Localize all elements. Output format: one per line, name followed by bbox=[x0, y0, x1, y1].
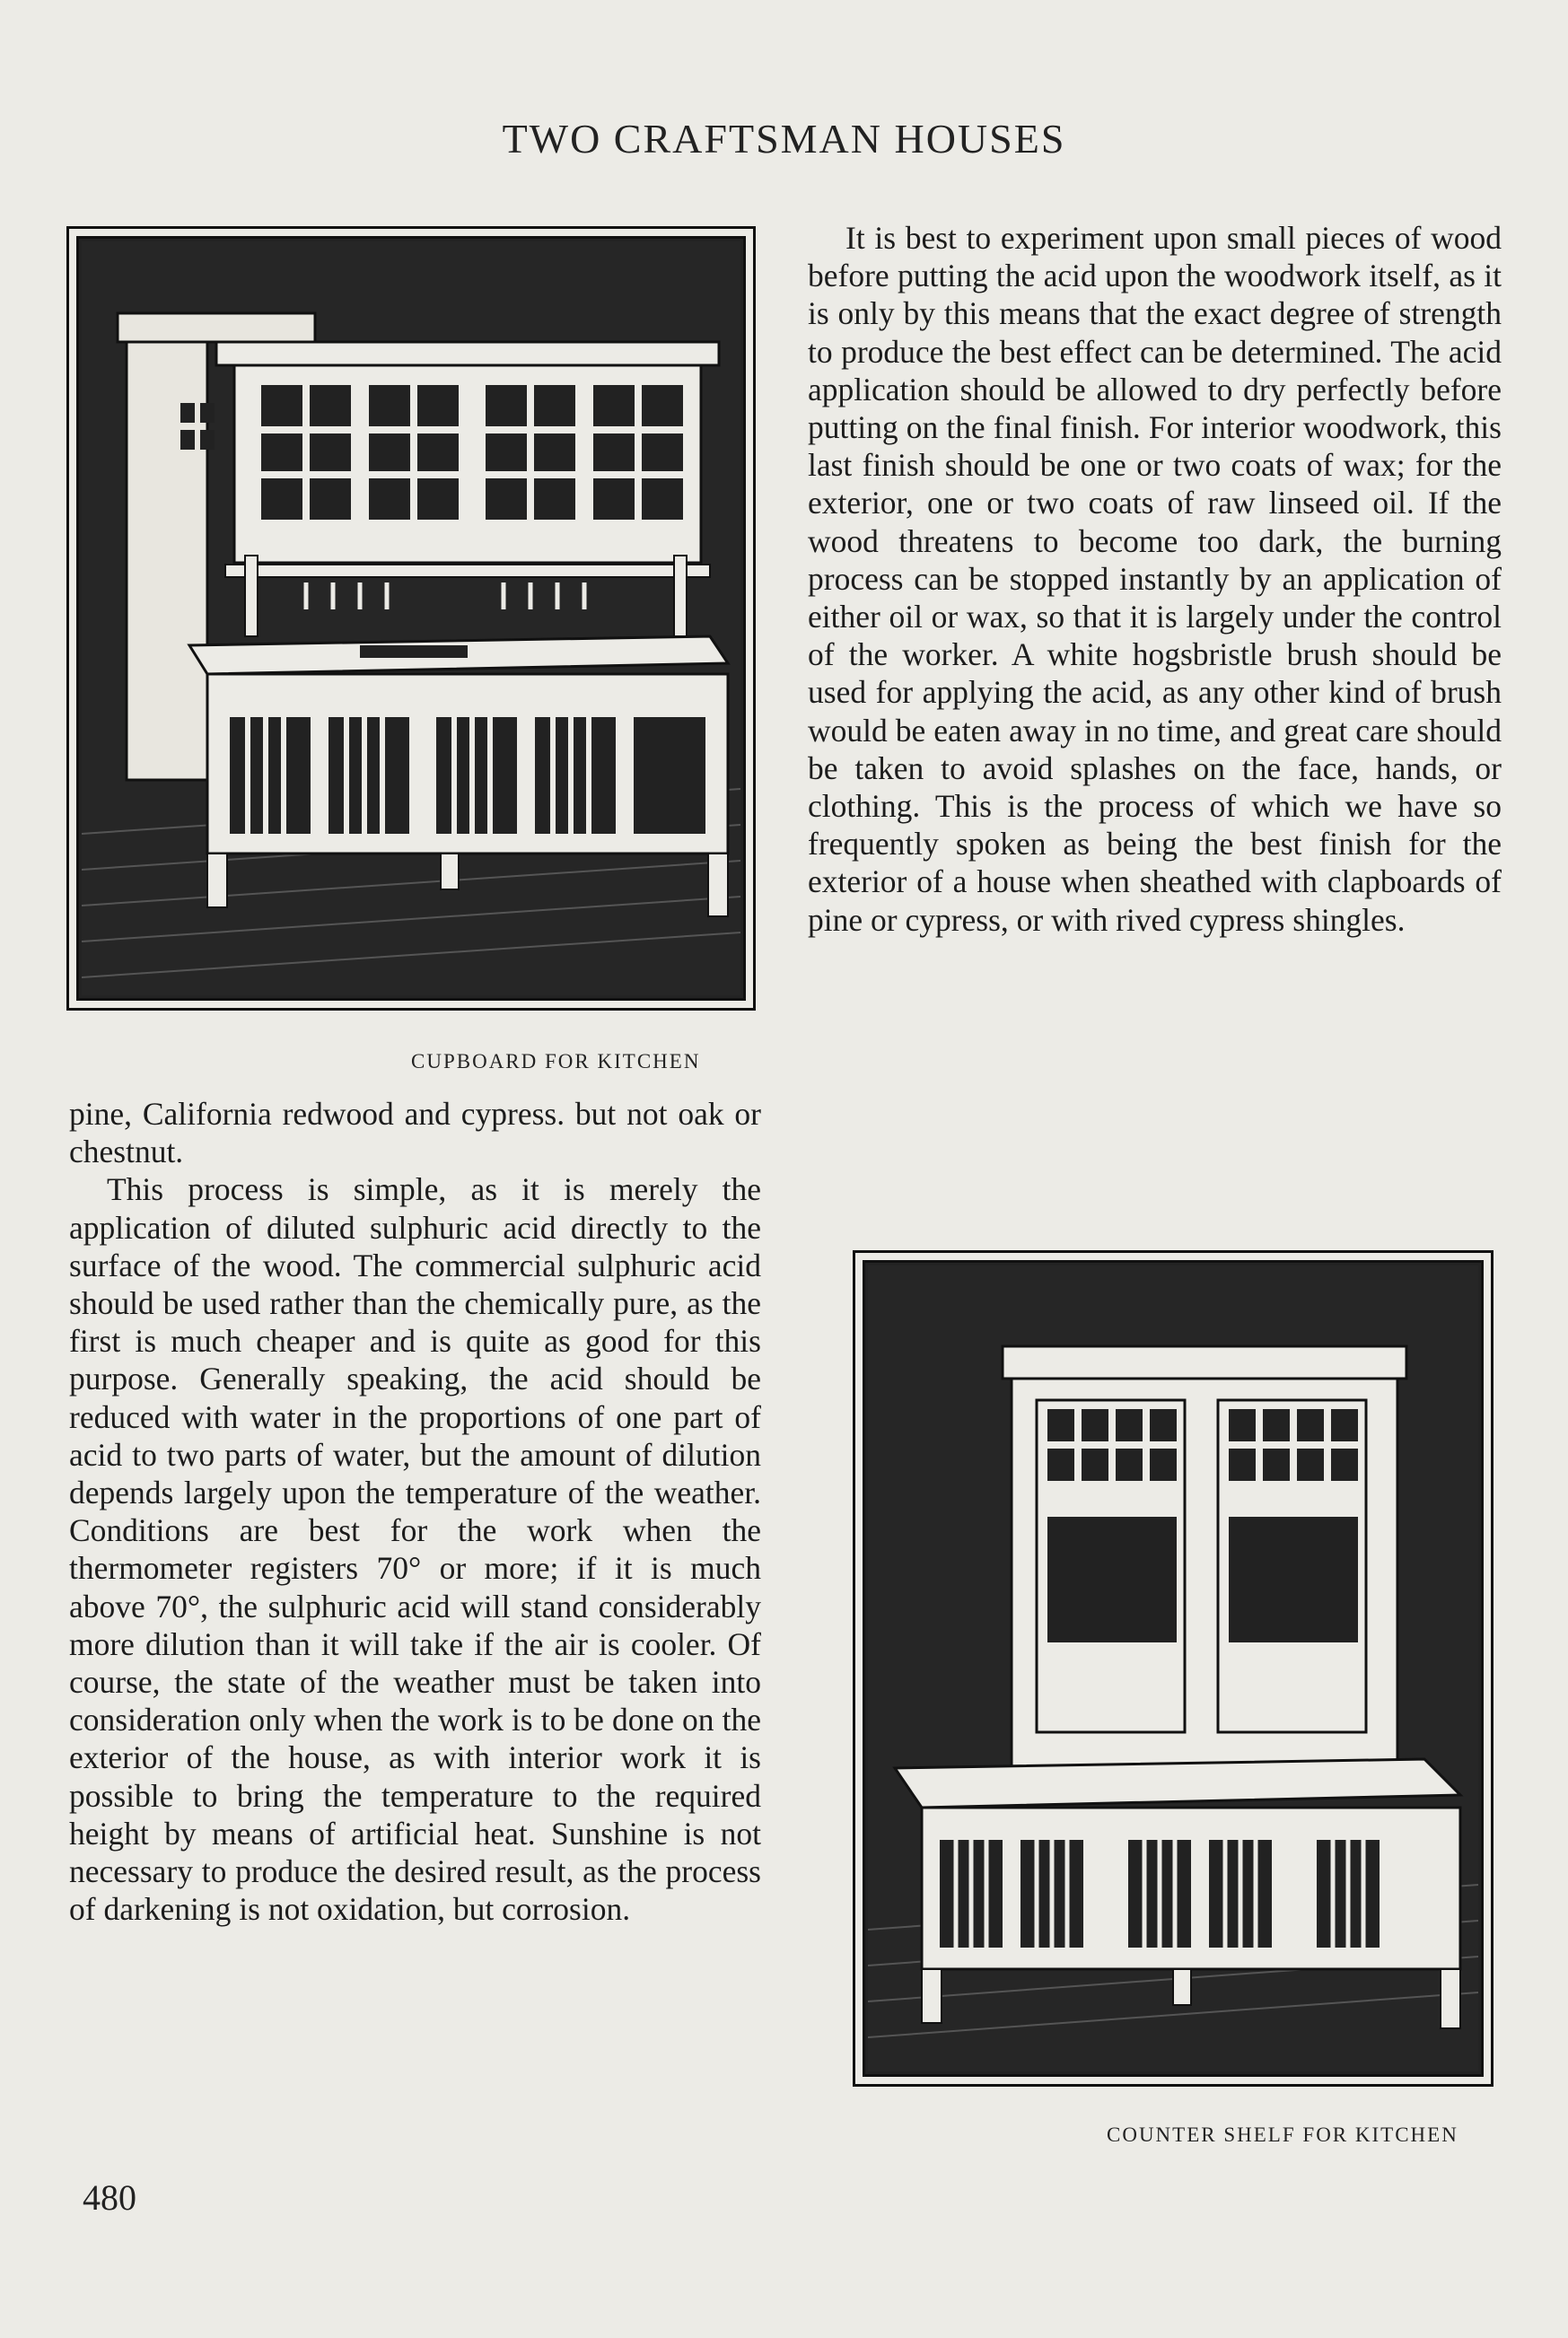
counter-shelf-drawing bbox=[868, 1265, 1478, 2071]
running-head: TWO CRAFTSMAN HOUSES bbox=[502, 116, 1066, 162]
page-number: 480 bbox=[83, 2177, 136, 2218]
counter-shelf-illustration bbox=[853, 1250, 1494, 2087]
right-column bbox=[808, 219, 1502, 939]
body-paragraph: It is best to experiment upon small pieces of wood before putting the acid upon the woodwork itself, as it is only by this means that the exact degree of strength to produce the best effect can be determined. The acid application should be allowed to dry perfectly before putting on the final finish. For interior woodwork, this last finish should be one or two coats of wax; for the exterior, one or two coats of raw linseed oil. If the wood threatens to become too dark, the burning process can be stopped instantly by an application of either oil or wax, so that it is largely under the control of the worker. A white hogsbristle brush should be used for applying the acid, as any other kind of brush would be eaten away in no time, and great care should be taken to avoid splashes on the face, hands, or clothing. This is the process of which we have so frequently spoken as being the best finish for the exterior of a house when sheathed with clapboards of pine or cypress, or with rived cypress shingles. bbox=[808, 220, 1502, 938]
continued-paragraph: pine, California redwood and cypress. but not oak or chestnut. bbox=[69, 1096, 761, 1170]
cupboard-drawing bbox=[82, 241, 740, 995]
body-paragraph: This process is simple, as it is merely the application of diluted sulphuric acid directly to the surface of the wood. The commercial sulphuric acid should be used rather than the chemically pure, as the first is much cheaper and is quite as good for this purpose. Generally speaking, the acid should be reduced with water in the proportions of one part of acid to two parts of water, but the amount of dilution depends largely upon the temperature of the weather. Conditions are best for the work when the thermometer registers 70° or more; if it is much above 70°, the sulphuric acid will stand considerably more dilution than it will take if the air is cooler. Of course, the state of the weather must be taken into consideration only when the work is to be done on the exterior of the house, as with interior work it is possible to bring the temperature to the required height by means of artificial heat. Sunshine is not necessary to produce the desired result, as the process of darkening is not oxidation, but corrosion. bbox=[69, 1171, 761, 1928]
figure-caption-counter-shelf: COUNTER SHELF FOR KITCHEN bbox=[1107, 2123, 1459, 2146]
left-column bbox=[69, 1095, 761, 1928]
cupboard-illustration bbox=[66, 226, 756, 1011]
figure-caption-cupboard: CUPBOARD FOR KITCHEN bbox=[411, 1050, 701, 1073]
